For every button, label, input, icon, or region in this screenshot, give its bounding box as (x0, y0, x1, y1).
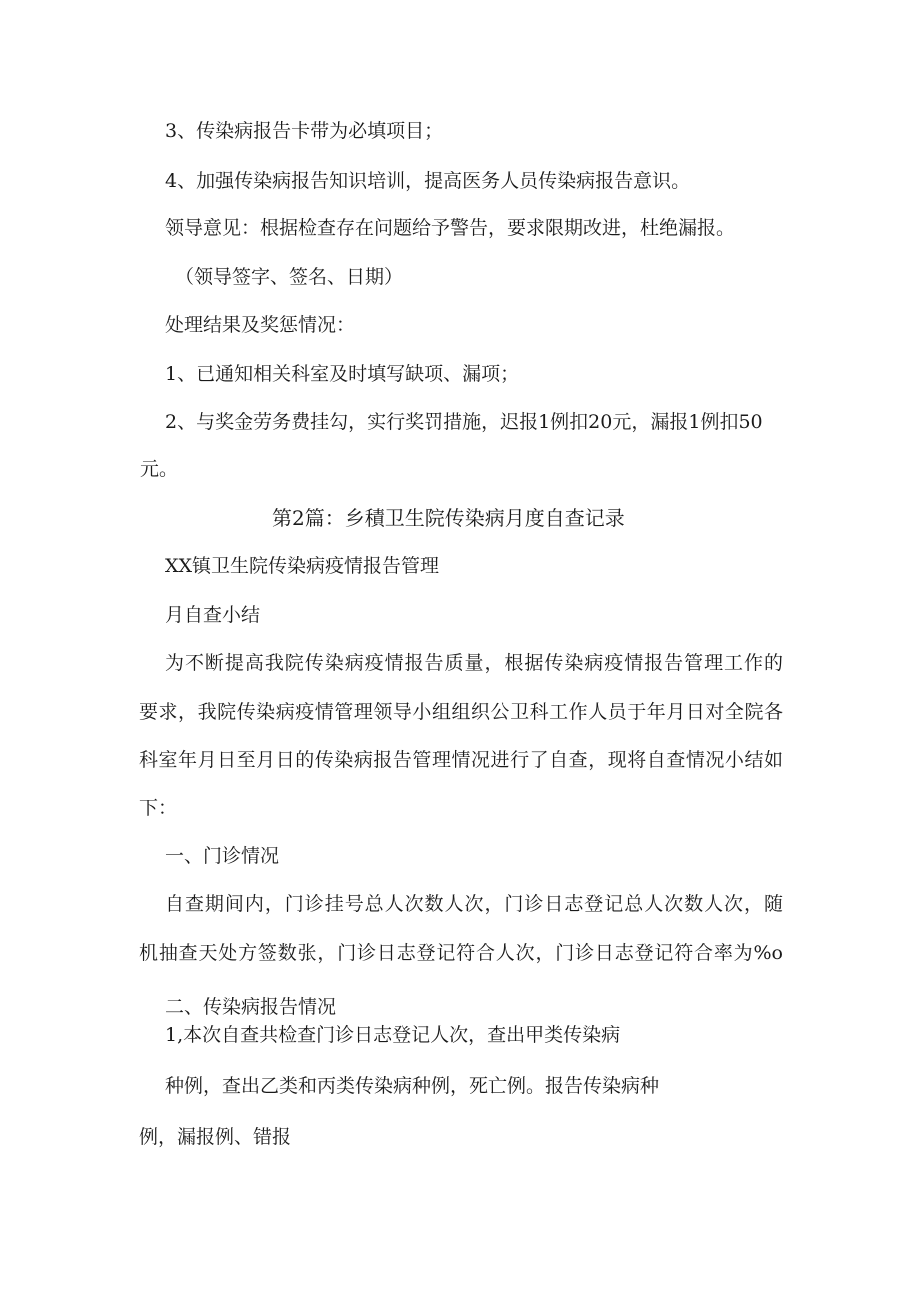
result-item-2-line-2: 元。 (140, 458, 179, 480)
result-heading: 处理结果及奖惩情况： (165, 314, 356, 336)
intro-line-2: 要求，我院传染病疫情管理领导小组组织公卫科工作人员于年月日对全院各 (139, 701, 783, 723)
intro-line-1: 为不断提高我院传染病疫情报告质量，根据传染病疫情报告管理工作的 (165, 652, 783, 674)
section-title: 第2篇：乡積卫生院传染病月度自查记录 (272, 506, 625, 530)
list-item-4: 4、加强传染病报告知识培训，提高医务人员传染病报告意识。 (165, 170, 691, 192)
report-heading: 二、传染病报告情况 (165, 996, 337, 1018)
report-line-3: 例，漏报例、错报 (139, 1126, 292, 1148)
outpatient-heading: 一、门诊情况 (165, 845, 280, 867)
subtitle-line-1: XX镇卫生院传染病疫情报告管理 (165, 555, 440, 577)
intro-line-3: 科室年月日至月日的传染病报告管理情况进行了自查，现将自查情况小结如 (139, 749, 783, 771)
outpatient-line-2: 机抽查天处方签数张，门诊日志登记符合人次，门诊日志登记符合率为%o (139, 942, 783, 964)
subtitle-line-2: 月自查小结 (165, 604, 261, 626)
result-item-2-line-1: 2、与奖金劳务费挂勾，实行奖罚措施，迟报1例扣20元，漏报1例扣50 (165, 411, 763, 433)
report-line-1: 1,本次自查共检查门诊日志登记人次，查出甲类传染病 (165, 1024, 621, 1046)
result-item-1: 1、已通知相关科室及时填写缺项、漏项； (165, 363, 520, 385)
report-line-2: 种例，查出乙类和丙类传染病种例，死亡例。报告传染病种 (165, 1075, 660, 1097)
leader-opinion: 领导意见：根据检查存在问题给予警告，要求限期改进，杜绝漏报。 (165, 217, 736, 239)
outpatient-line-1: 自查期间内，门诊挂号总人次数人次，门诊日志登记总人次数人次，随 (165, 893, 783, 915)
intro-line-4: 下： (139, 797, 178, 819)
leader-signature-note: （领导签字、签名、日期） (175, 266, 404, 288)
list-item-3: 3、传染病报告卡带为必填项目； (165, 120, 444, 142)
